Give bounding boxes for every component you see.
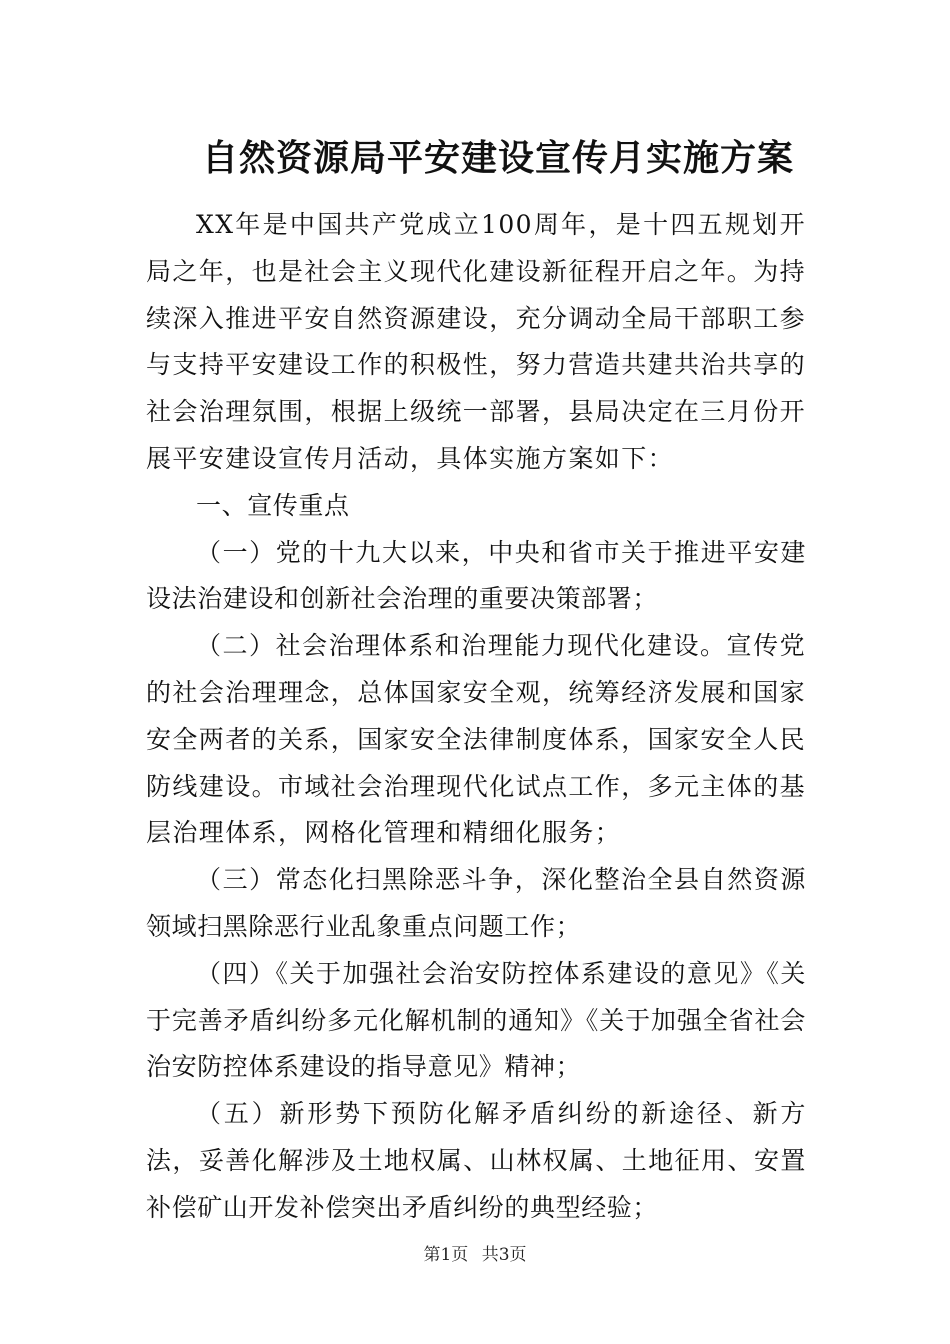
point-1-paragraph: （一）党的十九大以来，中央和省市关于推进平安建设法治建设和创新社会治理的重要决策部署； [146, 537, 806, 614]
page-footer [0, 1240, 950, 1265]
document-title: 自然资源局平安建设宣传月实施方案 [201, 137, 794, 179]
page-number: 第1页 [423, 1245, 469, 1265]
intro-paragraph: XX年是中国共产党成立100周年，是十四五规划开局之年，也是社会主义现代化建设新征程开启之年。为持续深入推进平安自然资源建设，充分调动全局干部职工参与支持平安建设工作的积极性，努力营造共建共治共享的社会治理氛围，根据上级统一部署，县局决定在三月份开展平安建设宣传月活动，具体实施方案如下： [146, 210, 807, 473]
point-3-paragraph: （三）常态化扫黑除恶斗争，深化整治全县自然资源领域扫黑除恶行业乱象重点问题工作； [146, 865, 806, 941]
page-total: 共3页 [481, 1245, 527, 1265]
point-5-paragraph: （五）新形势下预防化解矛盾纠纷的新途径、新方法，妥善化解涉及土地权属、山林权属、土地征用、安置补偿矿山开发补偿突出矛盾纠纷的典型经验； [146, 1099, 806, 1222]
section-heading: 一、宣传重点 [196, 490, 350, 520]
document-body [146, 202, 806, 1232]
point-2-paragraph: （二）社会治理体系和治理能力现代化建设。宣传党的社会治理理念，总体国家安全观，统筹经济发展和国家安全两者的关系，国家安全法律制度体系，国家安全人民防线建设。市域社会治理现代化试点工作，多元主体的基层治理体系，网格化管理和精细化服务； [146, 631, 807, 848]
point-4-paragraph: （四）《关于加强社会治安防控体系建设的意见》《关于完善矛盾纠纷多元化解机制的通知》《关于加强全省社会治安防控体系建设的指导意见》精神； [146, 958, 806, 1082]
